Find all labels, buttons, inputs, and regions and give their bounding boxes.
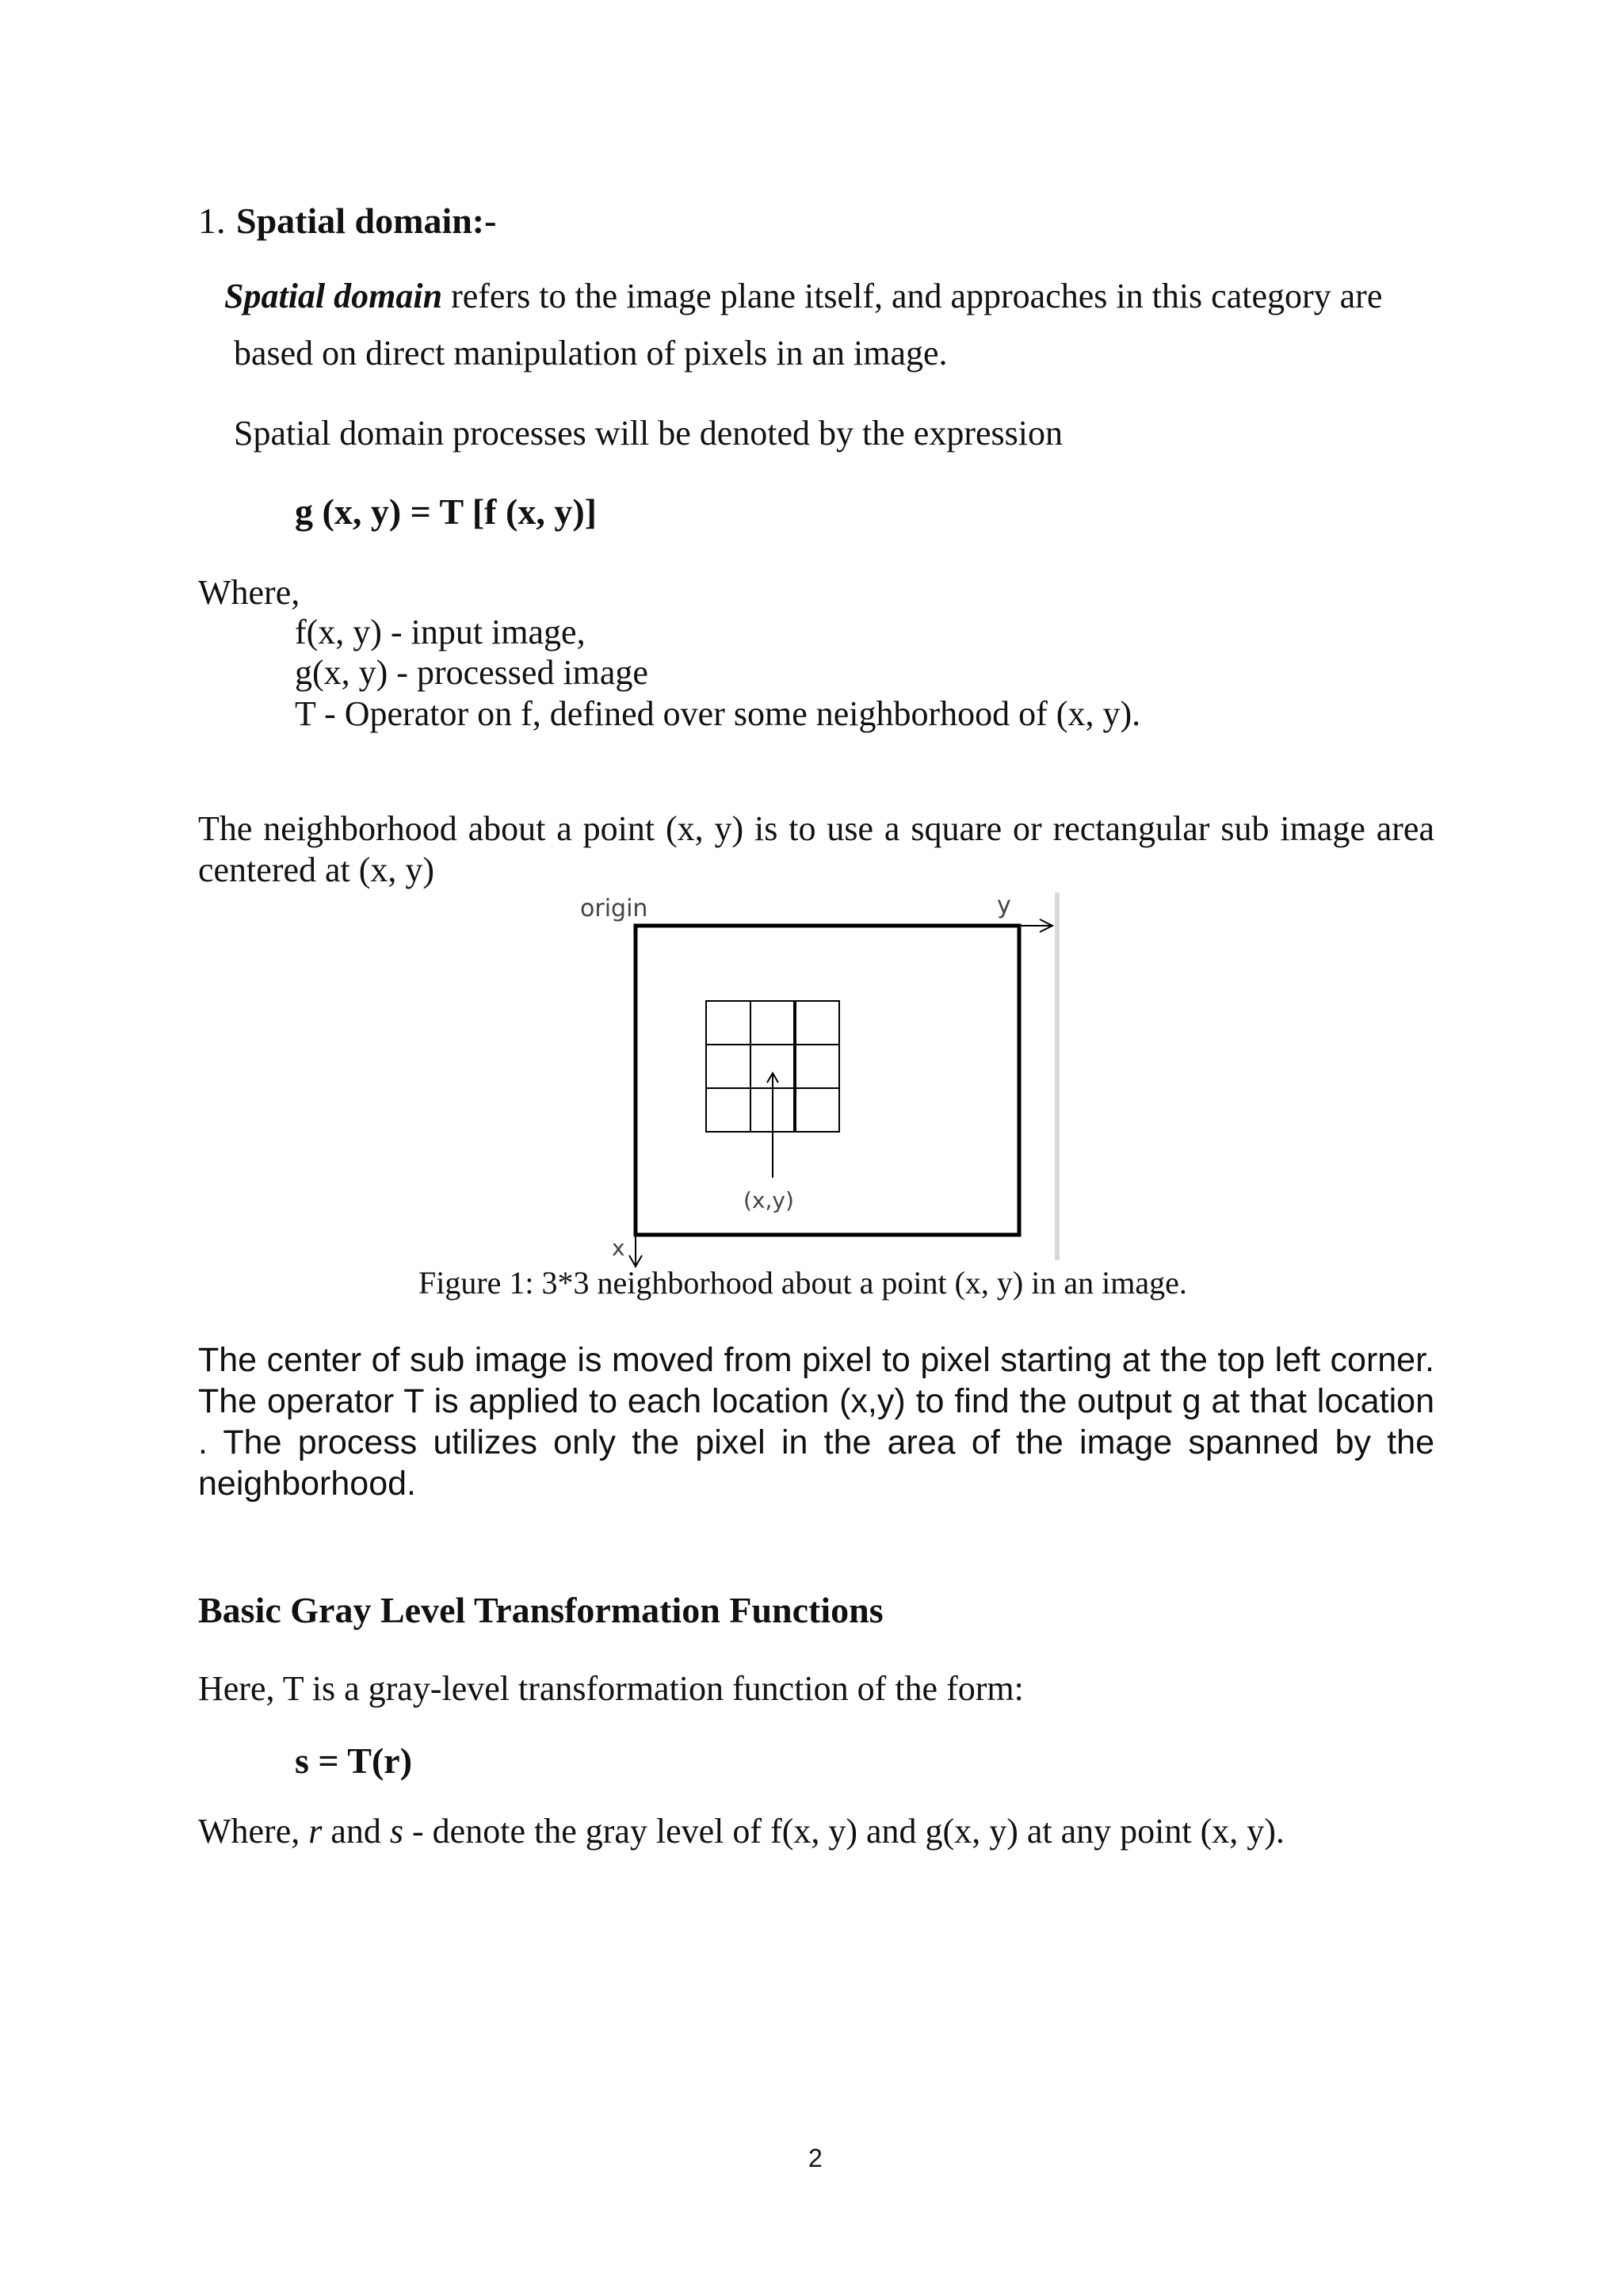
definition-item: T - Operator on f, defined over some neighborhood of (x, y). [295, 694, 1141, 733]
section-heading: Spatial domain:- [236, 201, 497, 241]
paragraph-line: based on direct manipulation of pixels in an image. [234, 334, 948, 372]
paragraph-text: refers to the image plane itself, and approaches in this category are [442, 277, 1383, 315]
figure-caption: Figure 1: 3*3 neighborhood about a point (x, y) in an image. [418, 1265, 1187, 1301]
y-axis-label: y [997, 892, 1011, 919]
page-number: 2 [808, 2144, 823, 2172]
emphasized-term: Spatial domain [224, 277, 443, 315]
paragraph: The neighborhood about a point (x, y) is to use a square or rectangular sub image area centered at (x, y) [198, 809, 1434, 889]
section-number: 1. [198, 201, 226, 241]
paragraph [198, 1811, 1285, 1852]
paragraph: Here, T is a gray-level transformation function of the form: [198, 1669, 1024, 1708]
where-rest: - denote the gray level of f(x, y) and g(x, y) at any point (x, y). [403, 1812, 1285, 1851]
paragraph: Spatial domain processes will be denoted by the expression [234, 414, 1063, 453]
section-heading: Basic Gray Level Transformation Functions [198, 1590, 884, 1630]
x-axis-label: x [612, 1235, 625, 1261]
neighborhood-diagram [567, 888, 1075, 1268]
formula: g (x, y) = T [f (x, y)] [295, 491, 597, 532]
conjunction: and [322, 1812, 390, 1851]
definition-item: f(x, y) - input image, [295, 613, 586, 651]
paragraph-line [224, 276, 1382, 317]
definition-item: g(x, y) - processed image [295, 653, 648, 692]
where-prefix: Where, [198, 1812, 309, 1851]
formula: s = T(r) [295, 1740, 413, 1781]
variable-r: r [308, 1812, 323, 1851]
point-label: (x,y) [743, 1187, 794, 1213]
image-frame [636, 926, 1019, 1235]
where-label: Where, [198, 573, 300, 612]
origin-label: origin [580, 895, 648, 923]
paragraph: The center of sub image is moved from pixel to pixel starting at the top left corner. The operator T is applied to each location (x,y) to find the output g at that location . The process utilizes only the pixel in the area of the image spanned by the neighborhood. [198, 1341, 1434, 1503]
variable-s: s [389, 1812, 404, 1851]
